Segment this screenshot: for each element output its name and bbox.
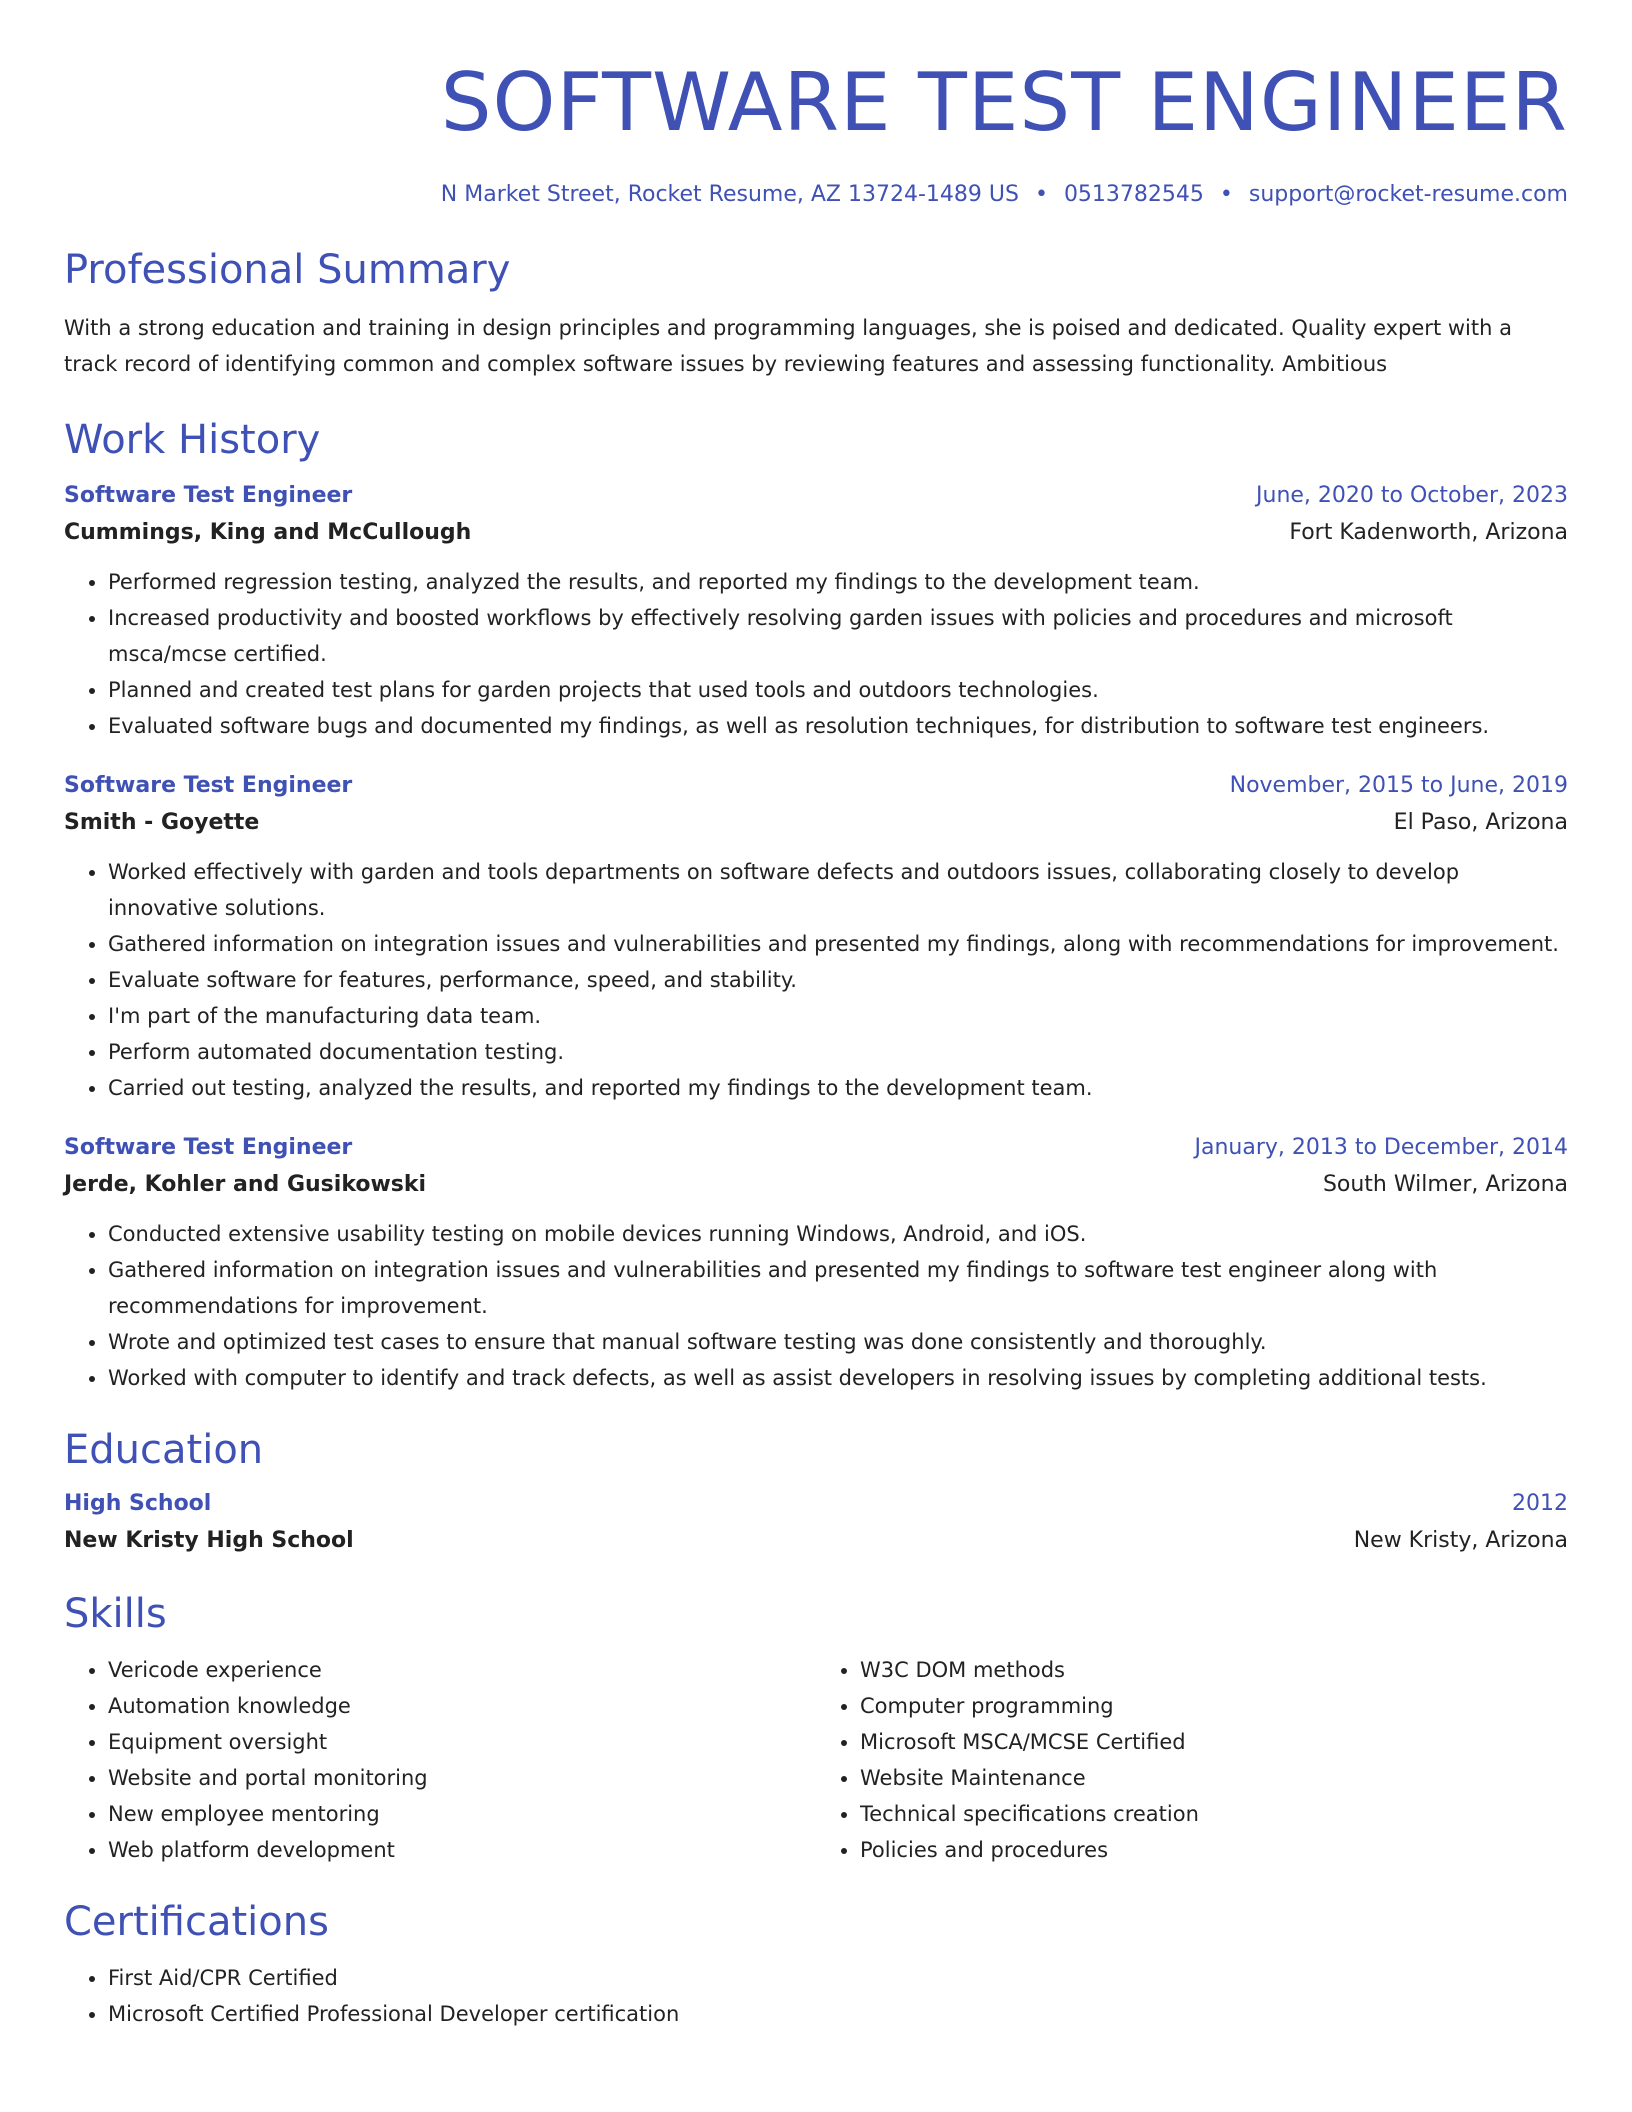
- skill-item: • Equipment oversight: [108, 1724, 816, 1760]
- skills-list-left: [64, 1652, 816, 1868]
- job-title: Software Test Engineer: [64, 483, 353, 508]
- job-bullet: • Carried out testing, analyzed the results, and reported my findings to the development team.: [108, 1070, 1568, 1106]
- certification-item: • First Aid/CPR Certified: [108, 1960, 1568, 1996]
- job-entry: [64, 478, 1568, 744]
- contact-phone: 0513782545: [1063, 182, 1204, 207]
- education-degree: High School: [64, 1491, 212, 1516]
- job-bullet: • Perform automated documentation testing.: [108, 1034, 1568, 1070]
- job-bullets: [64, 564, 1568, 744]
- skill-item: • Website and portal monitoring: [108, 1760, 816, 1796]
- contact-email: support@rocket-resume.com: [1248, 182, 1568, 207]
- contact-separator: •: [1034, 182, 1048, 207]
- skill-item: • Microsoft MSCA/MCSE Certified: [860, 1724, 1568, 1760]
- skill-item: • Vericode experience: [108, 1652, 816, 1688]
- summary-heading: Professional Summary: [64, 247, 511, 293]
- education-location: New Kristy, Arizona: [1353, 1528, 1568, 1553]
- education-school: New Kristy High School: [64, 1528, 354, 1553]
- job-bullet: • I'm part of the manufacturing data team.: [108, 998, 1568, 1034]
- education-section: [64, 1422, 1568, 1560]
- job-entry: [64, 1130, 1568, 1396]
- certifications-section: [64, 1894, 1568, 2032]
- job-bullet: • Conducted extensive usability testing on mobile devices running Windows, Android, and iOS.: [108, 1216, 1568, 1252]
- contact-address: N Market Street, Rocket Resume, AZ 13724-1489 US: [440, 182, 1019, 207]
- skill-item: • Website Maintenance: [860, 1760, 1568, 1796]
- job-bullet: • Gathered information on integration issues and vulnerabilities and presented my findings to software test engineer along with recommendations for improvement.: [108, 1252, 1568, 1324]
- skills-list-right: [816, 1652, 1568, 1868]
- job-bullet: • Evaluate software for features, performance, speed, and stability.: [108, 962, 1568, 998]
- job-bullet: • Planned and created test plans for garden projects that used tools and outdoors technologies.: [108, 672, 1568, 708]
- skills-section: [64, 1586, 1568, 1868]
- job-bullets: [64, 1216, 1568, 1396]
- job-entry: [64, 768, 1568, 1106]
- job-company: Smith - Goyette: [64, 810, 260, 835]
- job-location: Fort Kadenworth, Arizona: [1289, 520, 1568, 545]
- skill-item: • New employee mentoring: [108, 1796, 816, 1832]
- job-bullet: • Gathered information on integration issues and vulnerabilities and presented my findings, along with recommendations for improvement.: [108, 926, 1568, 962]
- education-year: 2012: [1512, 1491, 1568, 1516]
- resume-title: SOFTWARE TEST ENGINEER: [440, 56, 1568, 149]
- skill-item: • Policies and procedures: [860, 1832, 1568, 1868]
- summary-text: With a strong education and training in design principles and programming languages, she is poised and dedicated. Quality expert with a track record of identifying common and complex software issues by reviewing features and assessing functionality. Ambitious: [64, 316, 1512, 376]
- job-bullet: • Worked with computer to identify and track defects, as well as assist developers in resolving issues by completing additional tests.: [108, 1360, 1568, 1396]
- certification-item: • Microsoft Certified Professional Developer certification: [108, 1996, 1568, 2032]
- job-bullet: • Evaluated software bugs and documented my findings, as well as resolution techniques, for distribution to software test engineers.: [108, 708, 1568, 744]
- job-location: El Paso, Arizona: [1393, 810, 1568, 835]
- job-company: Jerde, Kohler and Gusikowski: [64, 1172, 427, 1197]
- job-title: Software Test Engineer: [64, 1135, 353, 1160]
- skills-columns: [64, 1642, 1568, 1868]
- job-bullet: • Increased productivity and boosted workflows by effectively resolving garden issues with policies and procedures and microsoft msca/mcse certified.: [108, 600, 1568, 672]
- skill-item: • Web platform development: [108, 1832, 816, 1868]
- skills-heading: Skills: [64, 1591, 167, 1637]
- certifications-heading: Certifications: [64, 1899, 329, 1945]
- education-heading: Education: [64, 1427, 264, 1473]
- job-bullet: • Worked effectively with garden and tools departments on software defects and outdoors issues, collaborating closely to develop innovative solutions.: [108, 854, 1568, 926]
- skill-item: • W3C DOM methods: [860, 1652, 1568, 1688]
- work-history-heading: Work History: [64, 417, 321, 463]
- skill-item: • Computer programming: [860, 1688, 1568, 1724]
- contact-separator: •: [1219, 182, 1233, 207]
- job-dates: January, 2013 to December, 2014: [1194, 1135, 1568, 1160]
- job-bullet: • Wrote and optimized test cases to ensure that manual software testing was done consistently and thoroughly.: [108, 1324, 1568, 1360]
- certifications-list: [64, 1960, 1568, 2032]
- job-location: South Wilmer, Arizona: [1322, 1172, 1568, 1197]
- summary-section: [64, 242, 1568, 382]
- job-bullet: • Performed regression testing, analyzed the results, and reported my findings to the development team.: [108, 564, 1568, 600]
- work-history-section: [64, 412, 1568, 1396]
- job-dates: November, 2015 to June, 2019: [1229, 773, 1568, 798]
- job-title: Software Test Engineer: [64, 773, 353, 798]
- job-company: Cummings, King and McCullough: [64, 520, 472, 545]
- contact-line: [64, 178, 1568, 212]
- job-dates: June, 2020 to October, 2023: [1256, 483, 1568, 508]
- skill-item: • Technical specifications creation: [860, 1796, 1568, 1832]
- skill-item: • Automation knowledge: [108, 1688, 816, 1724]
- job-bullets: [64, 854, 1568, 1106]
